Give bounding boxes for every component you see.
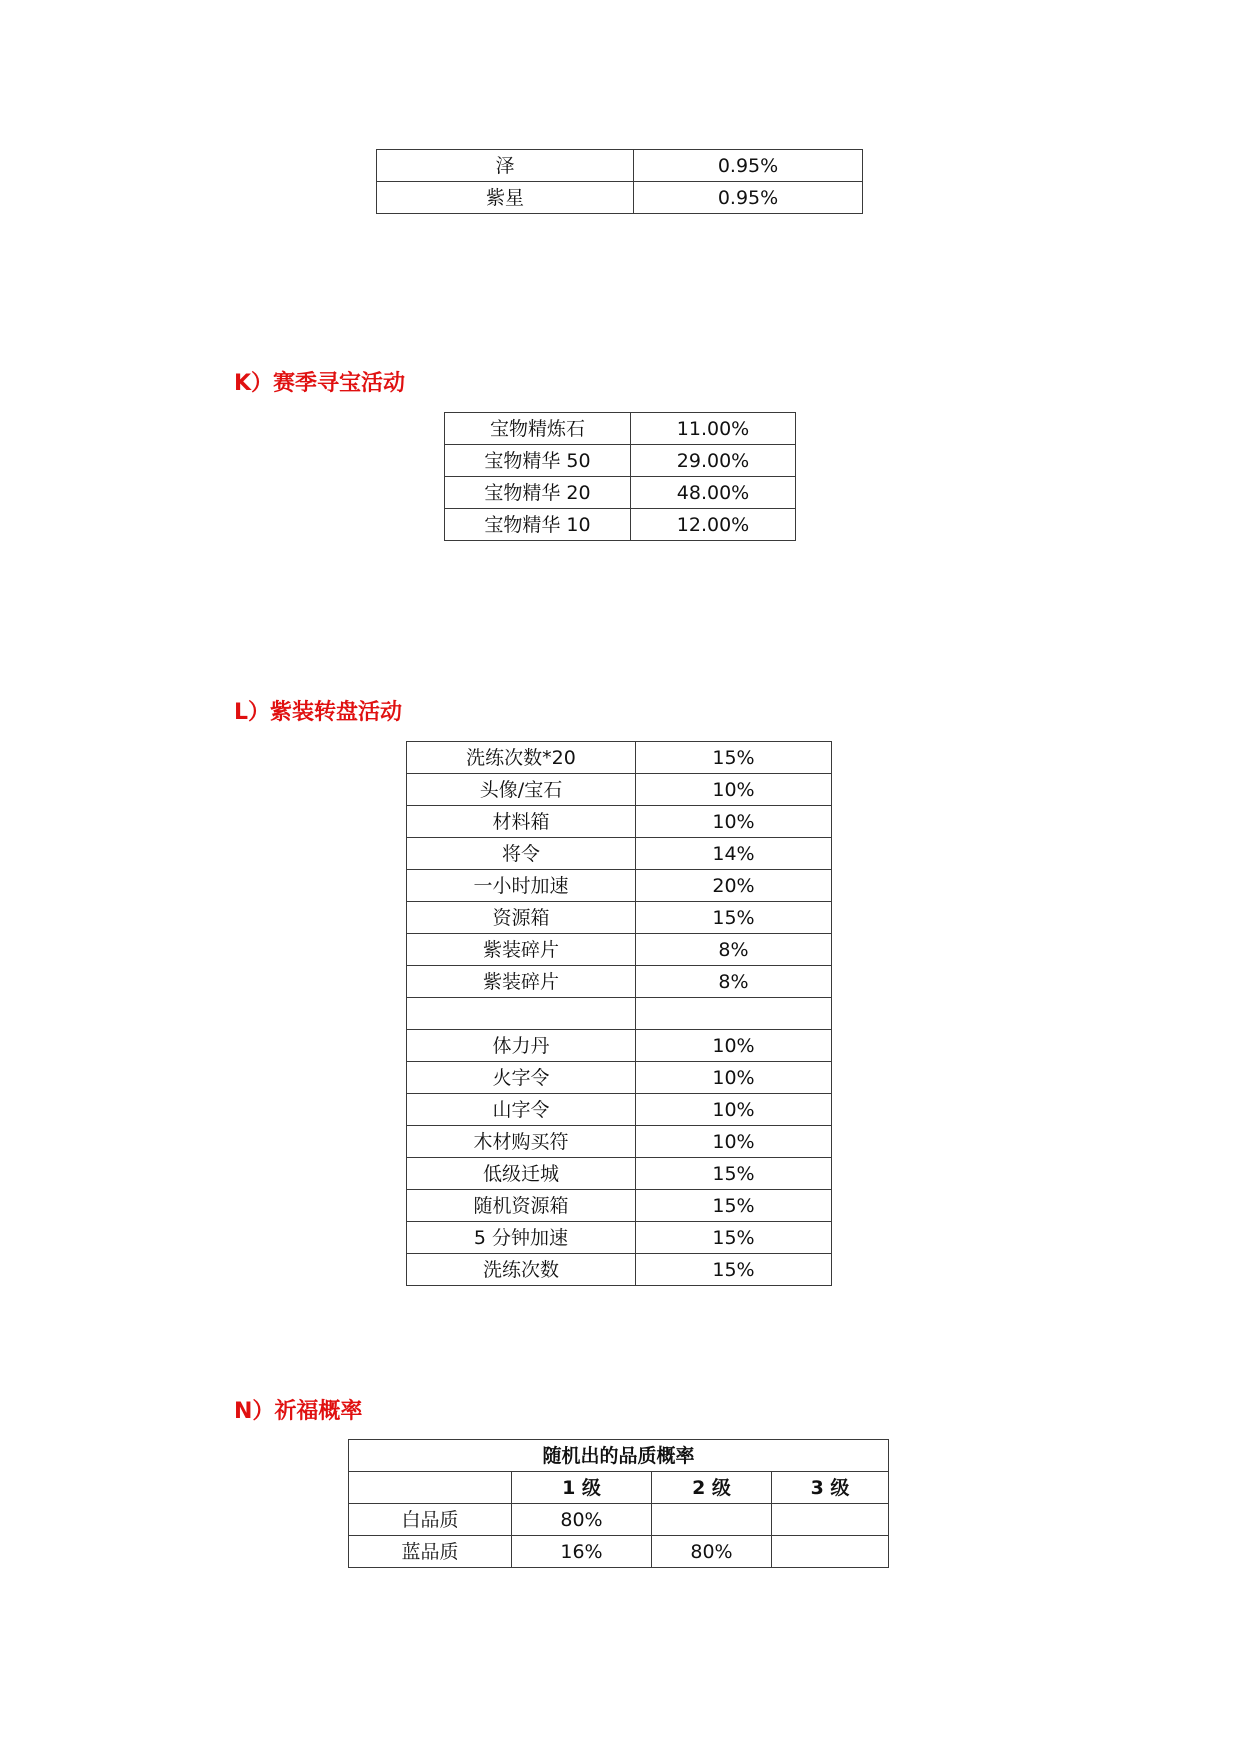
table-cell bbox=[407, 998, 636, 1030]
table-cell: 材料箱 bbox=[407, 806, 636, 838]
table-row bbox=[407, 806, 832, 838]
section-heading-k: K）赛季寻宝活动 bbox=[234, 371, 406, 396]
table-cell: 15% bbox=[636, 902, 832, 934]
table-cell: 8% bbox=[636, 934, 832, 966]
table-cell: 16% bbox=[512, 1536, 652, 1568]
table-row bbox=[407, 1222, 832, 1254]
column-header: 2 级 bbox=[652, 1472, 772, 1504]
table-cell: 5 分钟加速 bbox=[407, 1222, 636, 1254]
table-cell: 白品质 bbox=[349, 1504, 512, 1536]
table-row bbox=[407, 838, 832, 870]
table-season-treasure bbox=[444, 412, 796, 541]
table-cell: 资源箱 bbox=[407, 902, 636, 934]
table-cell: 紫装碎片 bbox=[407, 966, 636, 998]
table-row bbox=[407, 1030, 832, 1062]
table-row bbox=[445, 413, 796, 445]
table-row bbox=[377, 150, 863, 182]
table-row bbox=[445, 445, 796, 477]
table-cell: 紫星 bbox=[377, 182, 634, 214]
section-heading-l: L）紫装转盘活动 bbox=[234, 700, 403, 725]
table-row bbox=[407, 934, 832, 966]
table-header-row bbox=[349, 1472, 889, 1504]
table-cell: 15% bbox=[636, 1190, 832, 1222]
column-header: 3 级 bbox=[772, 1472, 889, 1504]
table-row bbox=[349, 1504, 889, 1536]
table-cell: 火字令 bbox=[407, 1062, 636, 1094]
table-cell: 12.00% bbox=[631, 509, 796, 541]
table-title: 随机出的品质概率 bbox=[349, 1440, 889, 1472]
table-blessing-probability bbox=[348, 1439, 889, 1568]
table-row bbox=[407, 1094, 832, 1126]
table-purple-wheel bbox=[406, 741, 832, 1286]
table-cell: 15% bbox=[636, 742, 832, 774]
table-cell: 80% bbox=[652, 1536, 772, 1568]
table-cell: 体力丹 bbox=[407, 1030, 636, 1062]
table-cell: 泽 bbox=[377, 150, 634, 182]
table-cell: 80% bbox=[512, 1504, 652, 1536]
table-row bbox=[407, 1158, 832, 1190]
table-cell: 15% bbox=[636, 1158, 832, 1190]
column-header: 1 级 bbox=[512, 1472, 652, 1504]
table-top bbox=[376, 149, 863, 214]
table-cell: 0.95% bbox=[634, 150, 863, 182]
table-row bbox=[377, 182, 863, 214]
table-cell: 宝物精炼石 bbox=[445, 413, 631, 445]
table-cell: 10% bbox=[636, 1062, 832, 1094]
table-cell: 8% bbox=[636, 966, 832, 998]
table-cell bbox=[772, 1536, 889, 1568]
table-cell: 一小时加速 bbox=[407, 870, 636, 902]
table-cell: 洗练次数 bbox=[407, 1254, 636, 1286]
table-cell: 20% bbox=[636, 870, 832, 902]
table-cell: 10% bbox=[636, 1094, 832, 1126]
section-heading-n: N）祈福概率 bbox=[234, 1399, 363, 1424]
table-cell: 宝物精华 10 bbox=[445, 509, 631, 541]
table-cell: 蓝品质 bbox=[349, 1536, 512, 1568]
table-row bbox=[407, 1126, 832, 1158]
table-row bbox=[407, 1062, 832, 1094]
table-cell: 15% bbox=[636, 1222, 832, 1254]
table-row bbox=[407, 870, 832, 902]
table-cell: 随机资源箱 bbox=[407, 1190, 636, 1222]
table-cell: 山字令 bbox=[407, 1094, 636, 1126]
table-cell: 将令 bbox=[407, 838, 636, 870]
table-row bbox=[407, 966, 832, 998]
table-cell: 木材购买符 bbox=[407, 1126, 636, 1158]
table-row bbox=[407, 774, 832, 806]
table-cell: 14% bbox=[636, 838, 832, 870]
table-cell bbox=[652, 1504, 772, 1536]
table-row bbox=[349, 1536, 889, 1568]
table-row bbox=[407, 1254, 832, 1286]
table-row bbox=[445, 509, 796, 541]
table-row bbox=[445, 477, 796, 509]
column-header bbox=[349, 1472, 512, 1504]
table-cell: 宝物精华 20 bbox=[445, 477, 631, 509]
table-row bbox=[407, 902, 832, 934]
table-cell: 10% bbox=[636, 1030, 832, 1062]
table-cell: 10% bbox=[636, 806, 832, 838]
table-title-row bbox=[349, 1440, 889, 1472]
table-cell: 10% bbox=[636, 1126, 832, 1158]
table-cell: 10% bbox=[636, 774, 832, 806]
table-cell bbox=[772, 1504, 889, 1536]
table-row bbox=[407, 1190, 832, 1222]
table-cell: 紫装碎片 bbox=[407, 934, 636, 966]
table-cell bbox=[636, 998, 832, 1030]
table-cell: 宝物精华 50 bbox=[445, 445, 631, 477]
table-row-empty bbox=[407, 998, 832, 1030]
table-cell: 11.00% bbox=[631, 413, 796, 445]
table-cell: 15% bbox=[636, 1254, 832, 1286]
table-cell: 29.00% bbox=[631, 445, 796, 477]
table-cell: 低级迁城 bbox=[407, 1158, 636, 1190]
table-cell: 0.95% bbox=[634, 182, 863, 214]
table-cell: 头像/宝石 bbox=[407, 774, 636, 806]
table-row bbox=[407, 742, 832, 774]
table-cell: 48.00% bbox=[631, 477, 796, 509]
table-cell: 洗练次数*20 bbox=[407, 742, 636, 774]
